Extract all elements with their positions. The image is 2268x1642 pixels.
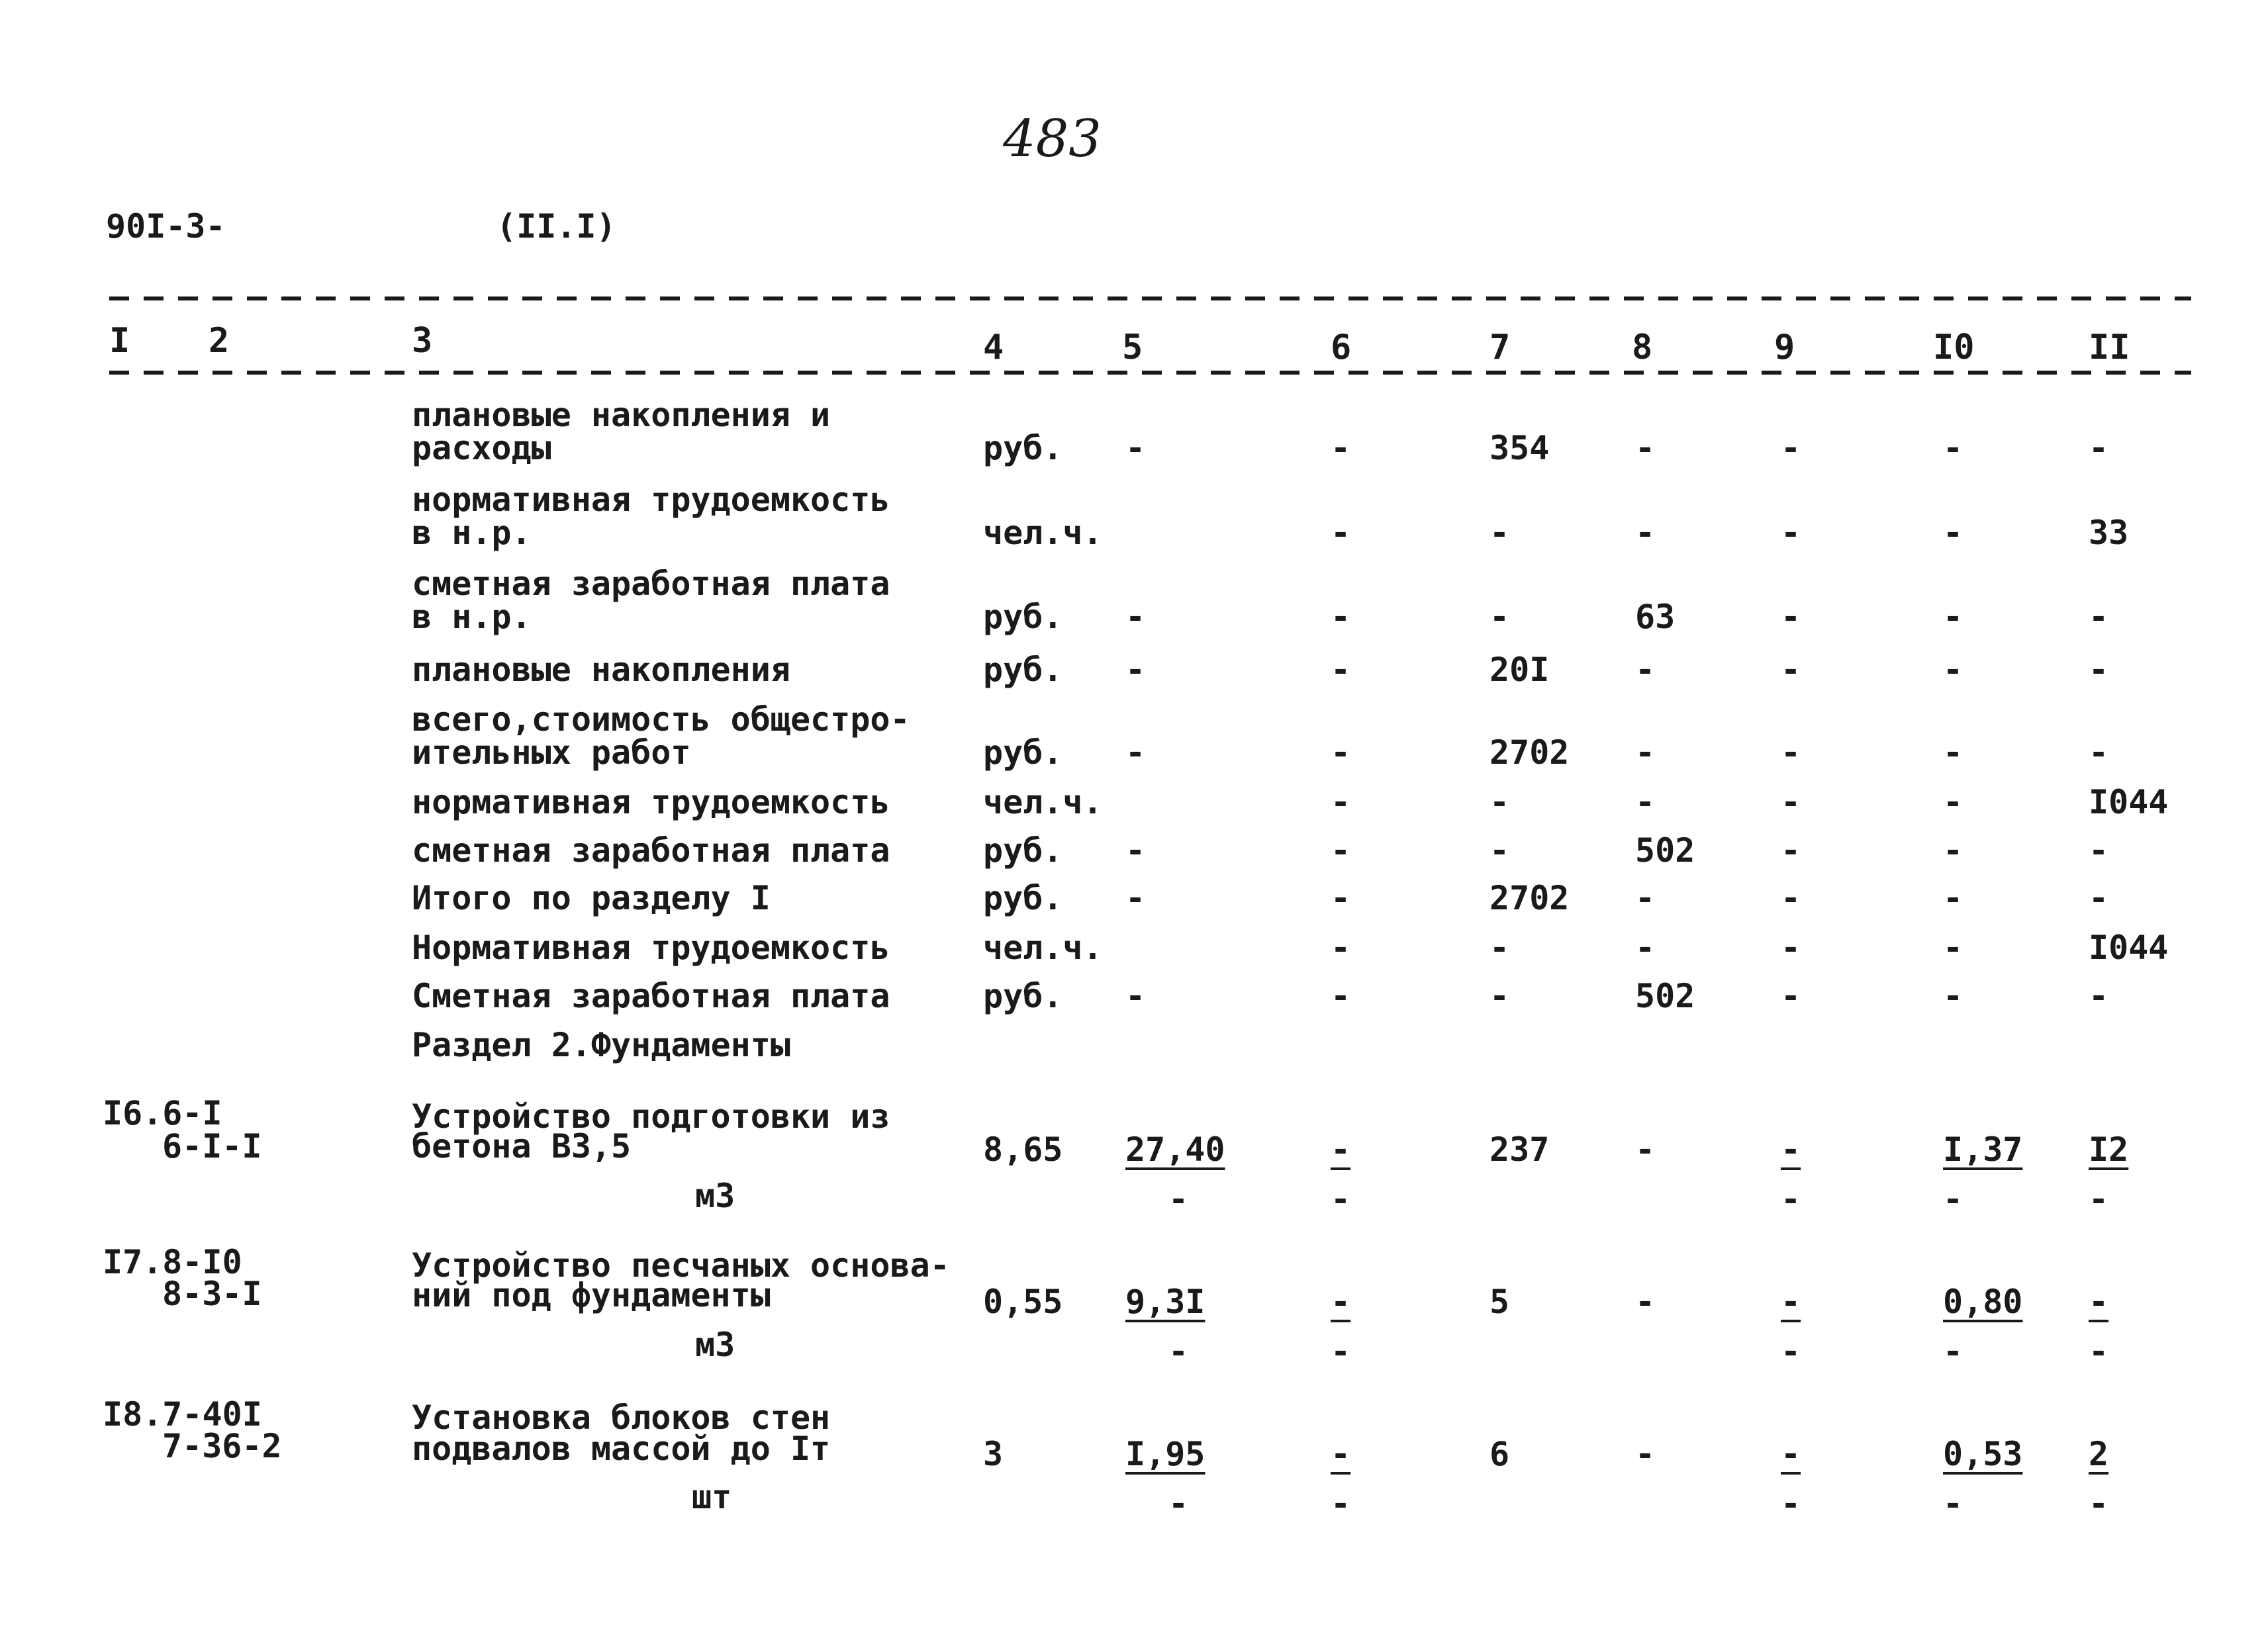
item-col5: 27,40 bbox=[1125, 1130, 1225, 1169]
item-quantity: 3 bbox=[983, 1435, 1004, 1473]
row-col11: - bbox=[2089, 733, 2109, 772]
item-col8: - bbox=[1635, 1435, 1656, 1473]
item-sub10: - bbox=[1943, 1180, 1963, 1218]
item-col8: - bbox=[1635, 1130, 1656, 1169]
row-col11: - bbox=[2089, 598, 2109, 636]
item-sub9: - bbox=[1781, 1484, 1801, 1523]
row-unit: чел.ч. bbox=[983, 929, 1103, 967]
item-sub6: - bbox=[1331, 1180, 1351, 1218]
row-col5: - bbox=[1125, 977, 1146, 1015]
row-col6: - bbox=[1331, 879, 1351, 917]
item-col6: - bbox=[1331, 1130, 1351, 1169]
row-unit: чел.ч. bbox=[983, 783, 1103, 821]
item-col10: I,37 bbox=[1943, 1130, 2023, 1169]
row-col9: - bbox=[1781, 651, 1801, 689]
item-col9: - bbox=[1781, 1283, 1801, 1321]
row-name-line2: расходы bbox=[412, 429, 551, 467]
row-col11: I044 bbox=[2089, 783, 2169, 821]
row-name-line2: нормативная трудоемкость bbox=[412, 783, 890, 821]
item-norm-code: 7-36-2 bbox=[162, 1427, 282, 1465]
item-sub5: - bbox=[1168, 1332, 1189, 1371]
item-col9: - bbox=[1781, 1130, 1801, 1169]
column-header-6: 6 bbox=[1331, 328, 1352, 367]
item-code: I8.7-40I bbox=[103, 1395, 262, 1434]
row-col7: 20I bbox=[1489, 651, 1550, 689]
doc-code: 90I-3- bbox=[106, 207, 226, 246]
item-sub11: - bbox=[2089, 1332, 2109, 1371]
item-col8: - bbox=[1635, 1283, 1656, 1321]
header-top-rule bbox=[109, 296, 2191, 300]
row-col8: - bbox=[1635, 733, 1656, 772]
item-sub5: - bbox=[1168, 1180, 1189, 1218]
row-col11: - bbox=[2089, 429, 2109, 467]
row-col9: - bbox=[1781, 831, 1801, 870]
item-norm-code: 6-I-I bbox=[162, 1127, 262, 1165]
section-title: Раздел 2.Фундаменты bbox=[412, 1026, 790, 1064]
item-col6: - bbox=[1331, 1435, 1351, 1473]
item-sub5: - bbox=[1168, 1484, 1189, 1523]
column-header-1: I bbox=[109, 321, 130, 361]
item-sub9: - bbox=[1781, 1180, 1801, 1218]
column-header-3: 3 bbox=[412, 321, 433, 361]
item-name-line1: Устройство песчаных основа- bbox=[412, 1246, 950, 1285]
row-unit: руб. bbox=[983, 598, 1063, 636]
row-col7: - bbox=[1489, 514, 1510, 552]
row-col6: - bbox=[1331, 733, 1351, 772]
row-col10: - bbox=[1943, 429, 1963, 467]
row-col9: - bbox=[1781, 733, 1801, 772]
item-col11: I2 bbox=[2089, 1130, 2129, 1169]
item-name-line2: подвалов массой до Iт bbox=[412, 1430, 831, 1468]
row-col7: - bbox=[1489, 598, 1510, 636]
row-col8: 63 bbox=[1635, 598, 1676, 636]
row-col6: - bbox=[1331, 783, 1351, 821]
row-col5: - bbox=[1125, 598, 1146, 636]
item-col10: 0,53 bbox=[1943, 1435, 2023, 1473]
item-name-line1: Установка блоков стен bbox=[412, 1398, 831, 1437]
row-col6: - bbox=[1331, 514, 1351, 552]
row-col10: - bbox=[1943, 733, 1963, 772]
column-header-9: 9 bbox=[1774, 328, 1795, 367]
row-col6: - bbox=[1331, 651, 1351, 689]
row-name-line2: ительных работ bbox=[412, 733, 691, 772]
row-col8: 502 bbox=[1635, 831, 1695, 870]
row-unit: руб. bbox=[983, 831, 1063, 870]
row-col5: - bbox=[1125, 831, 1146, 870]
row-col11: - bbox=[2089, 977, 2109, 1015]
row-col8: - bbox=[1635, 514, 1656, 552]
item-col11: 2 bbox=[2089, 1435, 2109, 1473]
row-name-line2: сметная заработная плата bbox=[412, 831, 890, 870]
row-name-line1: всего,стоимость общестро- bbox=[412, 700, 910, 739]
row-col7: - bbox=[1489, 929, 1510, 967]
row-col6: - bbox=[1331, 831, 1351, 870]
column-header-4: 4 bbox=[983, 328, 1004, 367]
item-col7: 6 bbox=[1489, 1435, 1510, 1473]
column-header-7: 7 bbox=[1489, 328, 1511, 367]
row-col7: 354 bbox=[1489, 429, 1550, 467]
item-code: I7.8-I0 bbox=[103, 1243, 242, 1281]
row-col10: - bbox=[1943, 514, 1963, 552]
row-col7: - bbox=[1489, 831, 1510, 870]
row-col7: 2702 bbox=[1489, 733, 1570, 772]
item-sub10: - bbox=[1943, 1332, 1963, 1371]
item-name-line2: бетона В3,5 bbox=[412, 1127, 632, 1165]
row-col9: - bbox=[1781, 598, 1801, 636]
row-col11: - bbox=[2089, 879, 2109, 917]
row-col8: - bbox=[1635, 929, 1656, 967]
row-col8: - bbox=[1635, 879, 1656, 917]
item-name-line2: ний под фундаменты bbox=[412, 1276, 771, 1314]
column-header-8: 8 bbox=[1632, 328, 1653, 367]
item-col10: 0,80 bbox=[1943, 1283, 2023, 1321]
item-quantity: 8,65 bbox=[983, 1130, 1063, 1169]
row-col8: 502 bbox=[1635, 977, 1695, 1015]
row-col6: - bbox=[1331, 598, 1351, 636]
row-name-line2: плановые накопления bbox=[412, 651, 790, 689]
row-unit: чел.ч. bbox=[983, 514, 1103, 552]
item-col7: 5 bbox=[1489, 1283, 1510, 1321]
row-col10: - bbox=[1943, 879, 1963, 917]
row-col10: - bbox=[1943, 783, 1963, 821]
item-sub11: - bbox=[2089, 1484, 2109, 1523]
row-col5: - bbox=[1125, 429, 1146, 467]
row-unit: руб. bbox=[983, 977, 1063, 1015]
row-col10: - bbox=[1943, 977, 1963, 1015]
row-col11: I044 bbox=[2089, 929, 2169, 967]
item-measure-unit: м3 bbox=[695, 1177, 735, 1215]
row-name-line1: нормативная трудоемкость bbox=[412, 480, 890, 519]
item-name-line1: Устройство подготовки из bbox=[412, 1097, 890, 1136]
row-col5: - bbox=[1125, 733, 1146, 772]
row-col6: - bbox=[1331, 977, 1351, 1015]
page-number: 483 bbox=[1003, 109, 1102, 169]
row-name-line1: сметная заработная плата bbox=[412, 565, 890, 603]
row-col10: - bbox=[1943, 651, 1963, 689]
item-sub11: - bbox=[2089, 1180, 2109, 1218]
item-col11: - bbox=[2089, 1283, 2109, 1321]
row-col9: - bbox=[1781, 929, 1801, 967]
row-unit: руб. bbox=[983, 651, 1063, 689]
item-measure-unit: м3 bbox=[695, 1326, 735, 1364]
item-col7: 237 bbox=[1489, 1130, 1550, 1169]
row-name-line2: Итого по разделу I bbox=[412, 879, 771, 917]
row-col11: - bbox=[2089, 651, 2109, 689]
item-col5: 9,3I bbox=[1125, 1283, 1205, 1321]
column-header-2: 2 bbox=[209, 321, 230, 361]
item-col9: - bbox=[1781, 1435, 1801, 1473]
item-sub10: - bbox=[1943, 1484, 1963, 1523]
row-col6: - bbox=[1331, 429, 1351, 467]
row-col5: - bbox=[1125, 879, 1146, 917]
row-col7: - bbox=[1489, 977, 1510, 1015]
row-col11: - bbox=[2089, 831, 2109, 870]
row-name-line2: Сметная заработная плата bbox=[412, 977, 890, 1015]
row-col10: - bbox=[1943, 831, 1963, 870]
item-norm-code: 8-3-I bbox=[162, 1275, 262, 1313]
row-unit: руб. bbox=[983, 879, 1063, 917]
row-col7: - bbox=[1489, 783, 1510, 821]
row-col11: 33 bbox=[2089, 514, 2129, 552]
item-sub6: - bbox=[1331, 1484, 1351, 1523]
item-col6: - bbox=[1331, 1283, 1351, 1321]
row-col8: - bbox=[1635, 651, 1656, 689]
row-col9: - bbox=[1781, 783, 1801, 821]
column-header-5: 5 bbox=[1122, 328, 1143, 367]
row-col8: - bbox=[1635, 429, 1656, 467]
row-col8: - bbox=[1635, 783, 1656, 821]
row-name-line2: Нормативная трудоемкость bbox=[412, 929, 890, 967]
row-col9: - bbox=[1781, 977, 1801, 1015]
row-col9: - bbox=[1781, 429, 1801, 467]
doc-section: (II.I) bbox=[496, 207, 616, 246]
header-bottom-rule bbox=[109, 371, 2191, 375]
item-quantity: 0,55 bbox=[983, 1283, 1063, 1321]
row-col9: - bbox=[1781, 879, 1801, 917]
row-col5: - bbox=[1125, 651, 1146, 689]
row-name-line1: плановые накопления и bbox=[412, 396, 831, 434]
row-name-line2: в н.р. bbox=[412, 514, 532, 552]
item-measure-unit: шт bbox=[692, 1478, 732, 1516]
item-sub6: - bbox=[1331, 1332, 1351, 1371]
item-sub9: - bbox=[1781, 1332, 1801, 1371]
row-col9: - bbox=[1781, 514, 1801, 552]
row-col10: - bbox=[1943, 598, 1963, 636]
row-unit: руб. bbox=[983, 429, 1063, 467]
item-code: I6.6-I bbox=[103, 1094, 222, 1132]
row-unit: руб. bbox=[983, 733, 1063, 772]
row-name-line2: в н.р. bbox=[412, 598, 532, 636]
column-header-10: I0 bbox=[1933, 328, 1975, 367]
row-col6: - bbox=[1331, 929, 1351, 967]
row-col7: 2702 bbox=[1489, 879, 1570, 917]
item-col5: I,95 bbox=[1125, 1435, 1205, 1473]
column-header-11: II bbox=[2089, 328, 2130, 367]
row-col10: - bbox=[1943, 929, 1963, 967]
